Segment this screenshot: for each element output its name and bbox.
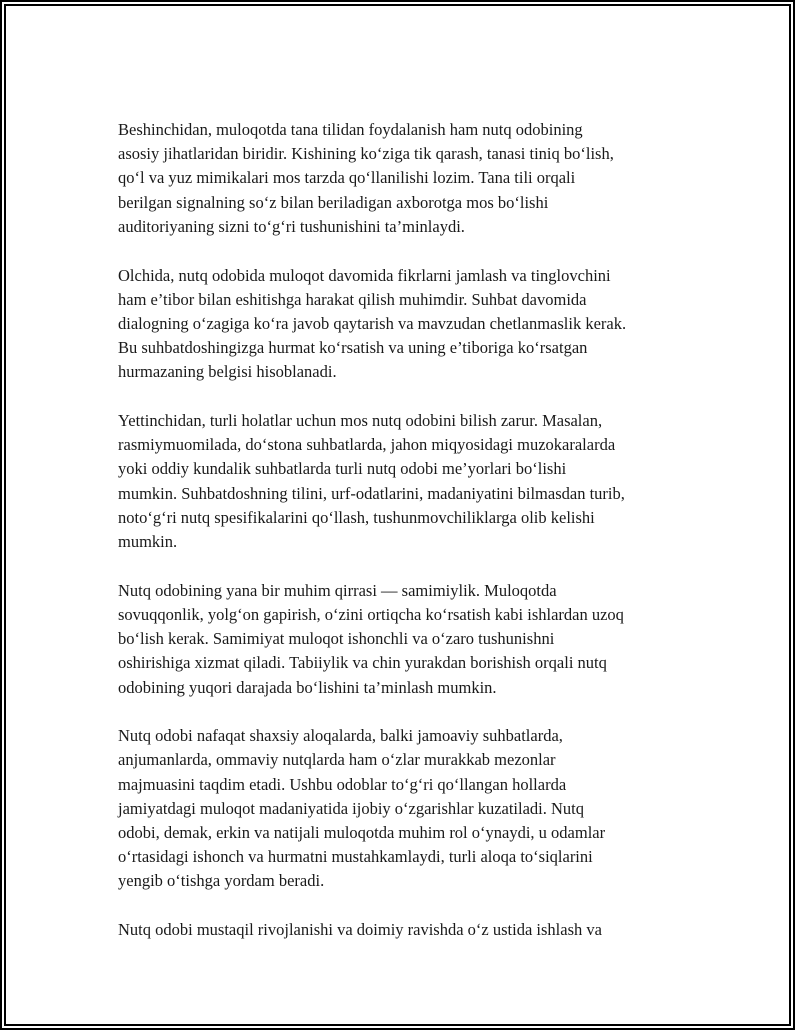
paragraph-body-language: Beshinchidan, muloqotda tana tilidan foydalanish ham nutq odobining asosiy jihatlaridan biridir. Kishining ko‘ziga tik qarash, tanasi tiniq bo‘lish, qo‘l va yuz mimikalari mos tarzda qo‘llanilishi lozim. Tana tili orqali berilgan signalning so‘z bilan beriladigan axborotga mos bo‘lishi auditoriyaning sizni to‘g‘ri tushunishini ta’minlaydi. (118, 120, 614, 236)
paragraph-sincerity: Nutq odobining yana bir muhim qirrasi — samimiylik. Muloqotda sovuqqonlik, yolg‘on gapirish, o‘zini ortiqcha ko‘rsatish kabi ishlardan uzoq bo‘lish kerak. Samimiyat muloqot ishonchli va o‘zaro tushunishni oshirishiga xizmat qiladi. Tabiiylik va chin yurakdan borishish orqali nutq odobining yuqori darajada bo‘lishini ta’minlash mumkin. (118, 580, 624, 697)
paragraph-self-development: Nutq odobi mustaqil rivojlanishi va doimiy ravishda o‘z ustida ishlash va (118, 920, 602, 940)
paragraph-situational-etiquette: Yettinchidan, turli holatlar uchun mos nutq odobini bilish zarur. Masalan, rasmiymuomilada, do‘stona suhbatlarda, jahon miqyosidagi muzokaralarda yoki oddiy kundalik suhbatlarda turli nutq odobi me’yorlari bo‘lishi mumkin. Suhbatdoshning tilini, urf-odatlarini, madaniyatini bilmasdan turib, noto‘g‘ri nutq spesifikalarini qo‘llash, tushunmovchiliklarga olib kelishi mumkin. (118, 411, 625, 552)
document-body (118, 118, 698, 967)
paragraph-listening: Olchida, nutq odobida muloqot davomida fikrlarni jamlash va tinglovchini ham e’tibor bilan eshitishga harakat qilish muhimdir. Suhbat davomida dialogning o‘zagiga ko‘ra javob qaytarish va mavzudan chetlanmaslik kerak. Bu suhbatdoshingizga hurmat ko‘rsatish va uning e’tiboriga ko‘rsatgan hurmazaning belgisi hisoblanadi. (118, 265, 627, 382)
paragraph-collective-communication: Nutq odobi nafaqat shaxsiy aloqalarda, balki jamoaviy suhbatlarda, anjumanlarda, ommaviy nutqlarda ham o‘zlar murakkab mezonlar majmuasini taqdim etadi. Ushbu odoblar to‘g‘ri qo‘llangan hollarda jamiyatdagi muloqot madaniyatida ijobiy o‘zgarishlar kuzatiladi. Nutq odobi, demak, erkin va natijali muloqotda muhim rol o‘ynaydi, u odamlar o‘rtasidagi ishonch va hurmatni mustahkamlaydi, turli aloqa to‘siqlarini yengib o‘tishga yordam beradi. (118, 726, 606, 891)
